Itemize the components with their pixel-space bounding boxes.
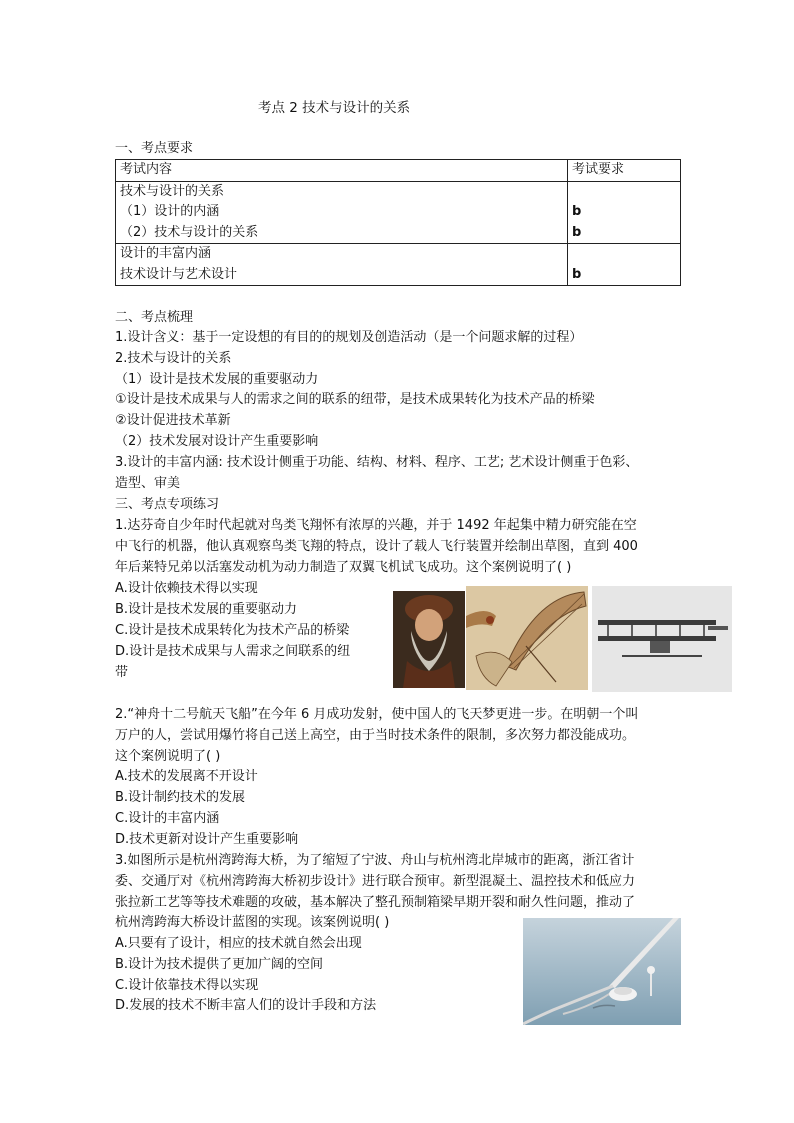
table-cell-line: 技术与设计的关系 (120, 183, 225, 199)
page-title: 考点 2 技术与设计的关系 (258, 100, 411, 116)
table-header-req: 考试要求 (568, 160, 681, 182)
table-header-row (116, 160, 681, 182)
q2-option-d: D.技术更新对设计产生重要影响 (115, 832, 299, 847)
table-cell-line: 技术设计与艺术设计 (120, 266, 238, 282)
q2-option-b: B.设计制约技术的发展 (115, 790, 246, 805)
table-cell-line: 设计的丰富内涵 (120, 246, 212, 261)
q1-stem-line: 1.达芬奇自少年时代起就对鸟类飞翔怀有浓厚的兴趣，并于 1492 年起集中精力研究能在空 (115, 518, 637, 533)
table-cell-line: （2）技术与设计的关系 (120, 224, 259, 240)
q3-stem-line: 3.如图所示是杭州湾跨海大桥，为了缩短了宁波、舟山与杭州湾北岸城市的距离，浙江省计 (115, 853, 635, 868)
q1-option-d-cont: 带 (115, 665, 129, 680)
section1-heading: 一、考点要求 (115, 141, 194, 156)
section2-line: ②设计促进技术革新 (115, 413, 231, 428)
section2-line: （2）技术发展对设计产生重要影响 (115, 434, 319, 449)
section2-line: 2.技术与设计的关系 (115, 351, 232, 366)
table-cell-line: （1）设计的内涵 (120, 204, 220, 219)
q2-stem-line: 2.“神舟十二号航天飞船”在今年 6 月成功发射，使中国人的飞天梦更进一步。在明朝一个叫 (115, 707, 639, 722)
table-row (116, 181, 681, 244)
table-row (116, 244, 681, 286)
table-header-content: 考试内容 (116, 160, 568, 182)
requirements-table (115, 159, 681, 286)
hangzhou-bay-bridge-image (523, 918, 681, 1025)
table-cell-line (572, 182, 676, 203)
q2-option-c: C.设计的丰富内涵 (115, 811, 220, 826)
q1-option-c: C.设计是技术成果转化为技术产品的桥梁 (115, 623, 350, 638)
q2-option-a: A.技术的发展离不开设计 (115, 769, 258, 784)
q3-stem-line: 杭州湾跨海大桥设计蓝图的实现。该案例说明( ) (115, 915, 390, 930)
section2-line: 1.设计含义：基于一定设想的有目的的规划及创造活动（是一个问题求解的过程） (115, 330, 583, 345)
q1-option-a: A.设计依赖技术得以实现 (115, 581, 258, 596)
q1-option-d: D.设计是技术成果与人需求之间联系的纽 (115, 644, 351, 659)
wright-flyer-image (592, 586, 732, 692)
table-cell-req: b (572, 224, 582, 240)
q1-stem-line: 年后莱特兄弟以活塞发动机为动力制造了双翼飞机试飞成功。这个案例说明了( ) (115, 560, 572, 575)
flying-machine-sketch-image (466, 586, 588, 690)
q3-stem-line: 张拉新工艺等等技术难题的攻破，基本解决了整孔预制箱梁早期开裂和耐久性问题，推动了 (115, 895, 636, 910)
table-cell-req: b (572, 204, 582, 219)
section2-line: 3.设计的丰富内涵: 技术设计侧重于功能、结构、材料、程序、工艺; 艺术设计侧重于色彩、 (115, 455, 639, 470)
q3-option-d: D.发展的技术不断丰富人们的设计手段和方法 (115, 998, 377, 1013)
table-cell-req: b (572, 266, 582, 282)
q3-stem-line: 委、交通厅对《杭州湾跨海大桥初步设计》进行联合预审。新型混凝土、温控技术和低应力 (115, 874, 636, 889)
q3-option-c: C.设计依靠技术得以实现 (115, 978, 259, 993)
table-cell-line (572, 244, 676, 265)
section2-line: ①设计是技术成果与人的需求之间的联系的纽带，是技术成果转化为技术产品的桥梁 (115, 392, 595, 407)
q3-option-a: A.只要有了设计，相应的技术就自然会出现 (115, 936, 362, 951)
q3-option-b: B.设计为技术提供了更加广阔的空间 (115, 957, 324, 972)
q1-option-b: B.设计是技术发展的重要驱动力 (115, 602, 298, 617)
section2-line: （1）设计是技术发展的重要驱动力 (115, 372, 319, 387)
q2-stem-line: 这个案例说明了( ) (115, 749, 221, 764)
q2-stem-line: 万户的人，尝试用爆竹将自己送上高空，由于当时技术条件的限制，多次努力都没能成功。 (115, 728, 636, 743)
q1-stem-line: 中飞行的机器，他认真观察鸟类飞翔的特点，设计了载人飞行装置并绘制出草图，直到 400 (115, 539, 638, 554)
section3-heading: 三、考点专项练习 (115, 497, 220, 512)
section2-line: 造型、审美 (115, 476, 181, 491)
section2-heading: 二、考点梳理 (115, 310, 194, 325)
da-vinci-portrait-image (393, 591, 465, 688)
